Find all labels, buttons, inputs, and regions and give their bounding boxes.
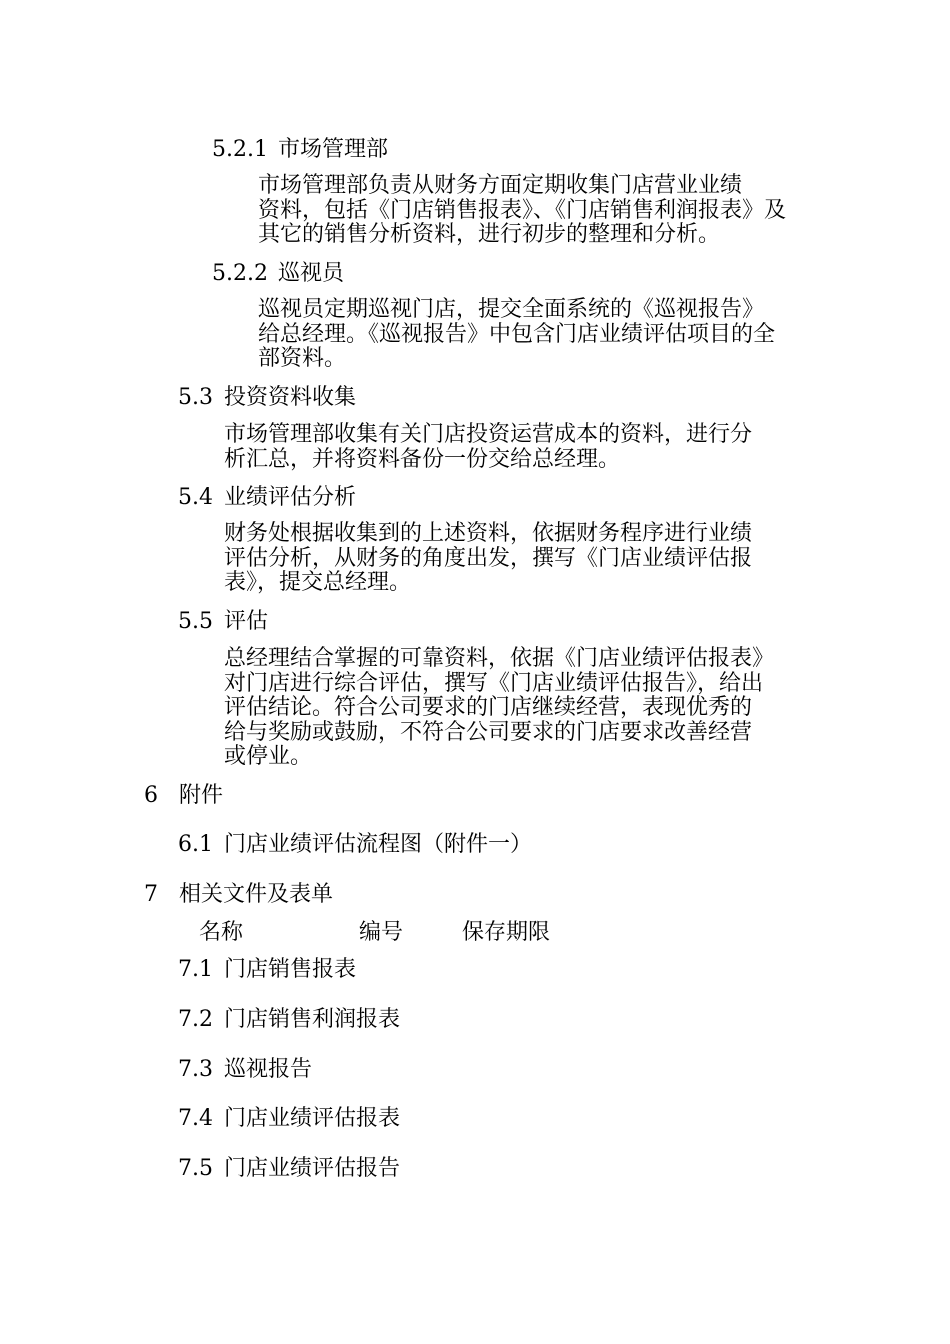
list-item: 巡视报告 xyxy=(224,1057,313,1082)
body-line: 资料，包括《门店销售报表》、《门店销售利润报表》及 xyxy=(258,197,787,223)
section-number: 5.2.2 xyxy=(212,261,268,286)
section-title: 巡视员 xyxy=(278,261,345,286)
body-line: 评估分析，从财务的角度出发，撰写《门店业绩评估报 xyxy=(224,545,753,571)
column-header-code: 编号 xyxy=(359,920,404,945)
list-item-number: 7.2 xyxy=(178,1007,213,1032)
body-line: 总经理结合掌握的可靠资料，依据《门店业绩评估报表》 xyxy=(224,646,775,671)
section-number: 5.3 xyxy=(178,385,213,410)
body-line: 市场管理部负责从财务方面定期收集门店营业业绩 xyxy=(258,173,743,198)
section-number: 5.5 xyxy=(178,609,213,634)
body-line: 部资料。 xyxy=(258,346,347,371)
column-header-retention: 保存期限 xyxy=(462,920,551,945)
body-line: 给总经理。《巡视报告》中包含门店业绩评估项目的全 xyxy=(258,321,776,347)
section-body xyxy=(224,423,752,472)
section-title: 投资资料收集 xyxy=(224,385,357,410)
section-number: 5.2.1 xyxy=(212,137,268,162)
list-item-number: 7.1 xyxy=(178,957,213,982)
section-number: 7 xyxy=(144,882,158,907)
body-line: 财务处根据收集到的上述资料，依据财务程序进行业绩 xyxy=(224,521,753,546)
section-body xyxy=(258,298,775,372)
body-line: 市场管理部收集有关门店投资运营成本的资料，进行分 xyxy=(224,422,753,447)
section-number: 6.1 xyxy=(178,832,213,857)
body-line: 或停业。 xyxy=(224,744,313,769)
section-title: 附件 xyxy=(179,783,224,808)
section-title: 相关文件及表单 xyxy=(179,882,334,907)
list-item: 门店销售利润报表 xyxy=(224,1007,401,1032)
list-item-number: 7.5 xyxy=(178,1156,213,1181)
body-line: 析汇总，并将资料备份一份交给总经理。 xyxy=(224,446,621,472)
section-number: 6 xyxy=(144,783,158,808)
body-line: 评估结论。符合公司要求的门店继续经营，表现优秀的 xyxy=(224,695,753,720)
section-body xyxy=(224,647,774,770)
list-item-number: 7.3 xyxy=(178,1057,213,1082)
section-number: 5.4 xyxy=(178,485,213,510)
section-title: 市场管理部 xyxy=(278,137,389,162)
list-item: 门店业绩评估报告 xyxy=(224,1156,401,1181)
body-line: 表》，提交总经理。 xyxy=(224,570,412,595)
section-body xyxy=(224,522,752,596)
body-line: 其它的销售分析资料，进行初步的整理和分析。 xyxy=(258,222,721,247)
list-item-number: 7.4 xyxy=(178,1106,213,1131)
list-item: 门店业绩评估报表 xyxy=(224,1106,401,1131)
section-body xyxy=(258,174,786,248)
section-title: 业绩评估分析 xyxy=(224,485,357,510)
list-item: 门店销售报表 xyxy=(224,957,357,982)
body-line: 对门店进行综合评估，撰写《门店业绩评估报告》，给出 xyxy=(224,670,764,696)
column-header-name: 名称 xyxy=(199,920,244,945)
body-line: 巡视员定期巡视门店，提交全面系统的《巡视报告》 xyxy=(258,297,765,322)
section-title: 评估 xyxy=(224,609,269,634)
body-line: 给与奖励或鼓励，不符合公司要求的门店要求改善经营 xyxy=(224,719,753,745)
section-title: 门店业绩评估流程图（附件一） xyxy=(224,832,533,857)
